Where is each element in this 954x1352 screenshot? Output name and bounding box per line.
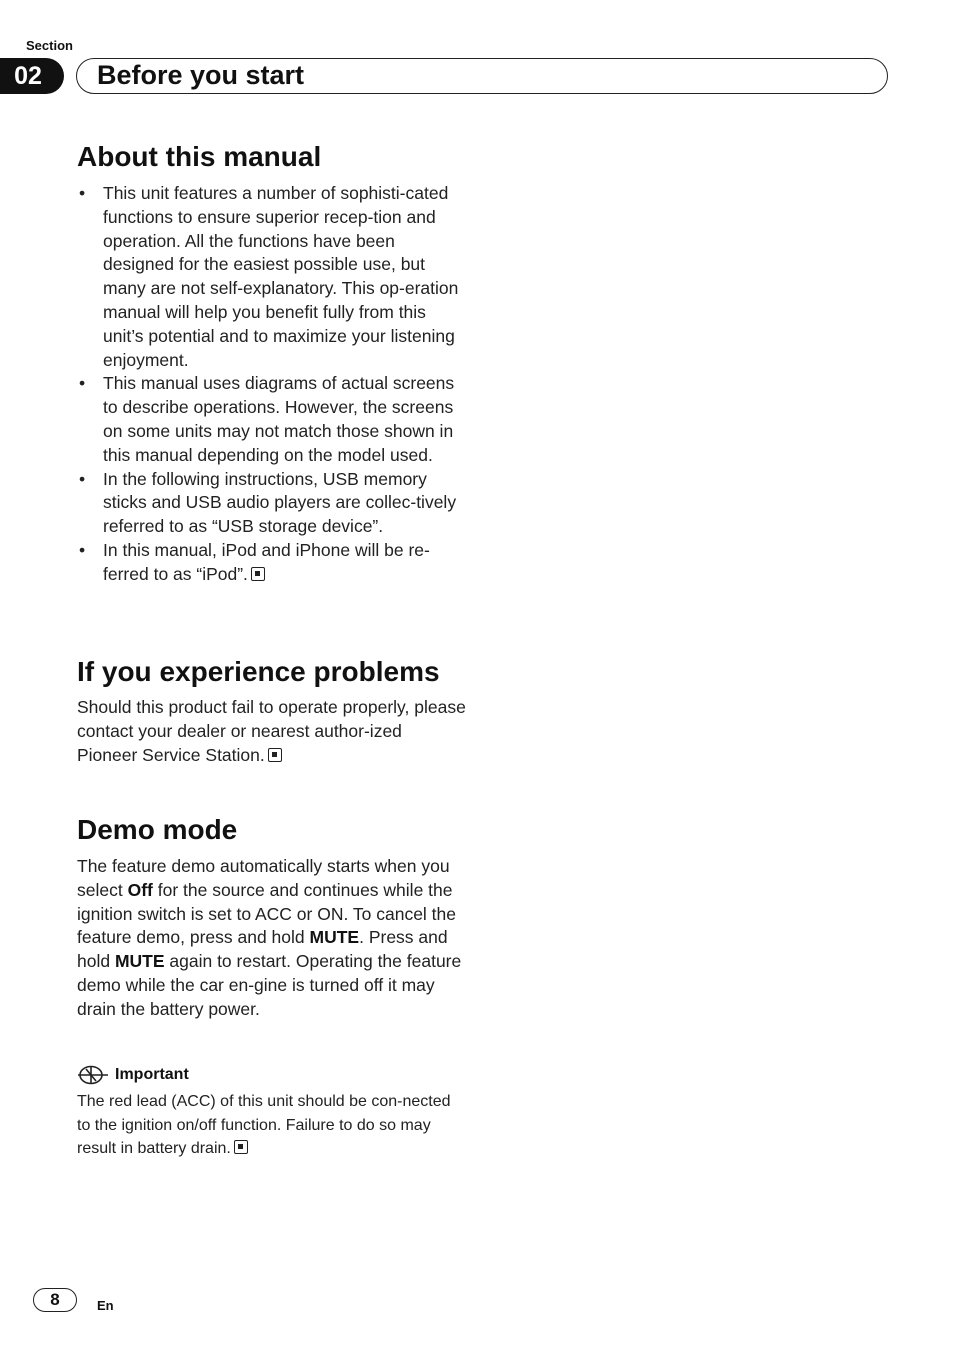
section-label: Section [26, 38, 73, 53]
problems-heading: If you experience problems [77, 656, 440, 687]
language-label: En [97, 1298, 114, 1313]
important-text: The red lead (ACC) of this unit should be con-nected to the ignition on/off function. Failure to do so may result in battery drain. [77, 1093, 451, 1157]
end-mark-icon [268, 748, 282, 762]
end-mark-icon [251, 567, 265, 581]
off-keyword: Off [127, 879, 153, 900]
list-item: • This unit features a number of sophisti-cated functions to ensure superior recep-tion and operation. All the functions have been designed for the easiest possible use, but many are not self-explanatory. This op-eration manual will help you benefit fully from this unit’s potential and to maximize your listening enjoyment. [79, 183, 459, 370]
important-heading: Important [77, 1064, 189, 1086]
section-title: Before you start [76, 58, 888, 94]
end-mark-icon [234, 1140, 248, 1154]
demo-text: The feature demo automatically starts when you select Off for the source and continues while the ignition switch is set to ACC or ON. To cancel the feature demo, press and hold MUTE. Press and hold MUTE again to restart. Operating the feature demo while the car en-gine is turned off it may drain the battery power. [77, 856, 462, 1019]
page-number: 8 [33, 1288, 77, 1312]
problems-text: Should this product fail to operate properly, please contact your dealer or nearest author-ized Pioneer Service Station. [77, 697, 466, 765]
important-icon [77, 1064, 109, 1086]
about-content [77, 182, 467, 587]
list-item: • In this manual, iPod and iPhone will be re-ferred to as “iPod”. [79, 539, 430, 584]
about-heading: About this manual [77, 141, 322, 172]
list-item: • This manual uses diagrams of actual screens to describe operations. However, the screens on some units may not match those shown in this manual depending on the model used. [79, 373, 455, 465]
about-bullet-list [77, 182, 467, 587]
section-number: 02 [0, 58, 64, 94]
list-item: • In the following instructions, USB memory sticks and USB audio players are collec-tively referred to as “USB storage device”. [79, 468, 457, 537]
demo-heading: Demo mode [77, 814, 238, 845]
mute-keyword: MUTE [309, 927, 360, 948]
mute-keyword: MUTE [114, 951, 165, 972]
